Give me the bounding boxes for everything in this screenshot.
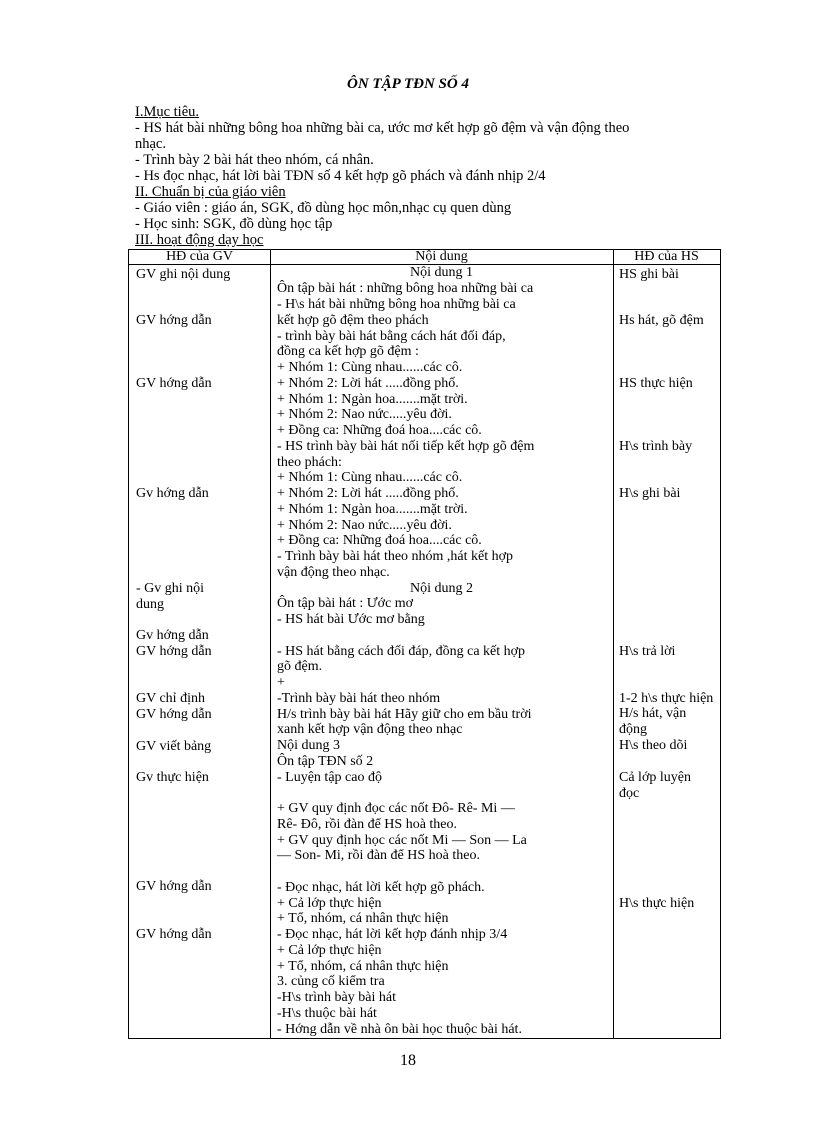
content-cell: + Nhóm 1: Ngàn hoa.......mặt trời. — [277, 392, 468, 407]
intro-text: nhạc. — [135, 136, 166, 152]
hs-activity-cell: H\s ghi bài — [619, 486, 681, 501]
intro-line — [135, 232, 775, 248]
intro-line — [135, 184, 775, 200]
content-cell: Nội dung 3 — [277, 738, 340, 753]
hs-activity-cell: H\s thực hiện — [619, 896, 695, 911]
content-cell: - Đọc nhạc, hát lời kết hợp gõ phách. — [277, 880, 485, 895]
content-cell: - trình bày bài hát bằng cách hát đối đáp, — [277, 329, 506, 344]
content-cell: + Tổ, nhóm, cá nhân thực hiện — [277, 911, 449, 926]
content-cell: + Tổ, nhóm, cá nhân thực hiện — [277, 959, 449, 974]
content-cell: + Nhóm 2: Nao nức.....yêu đời. — [277, 407, 452, 422]
content-cell: + GV quy định học các nốt Mi — Son — La — [277, 833, 527, 848]
content-cell: - Hớng dẫn về nhà ôn bài học thuộc bài hát. — [277, 1022, 522, 1037]
hs-activity-cell: HS thực hiện — [619, 376, 693, 391]
intro-line — [135, 216, 775, 232]
content-cell: + Đồng ca: Những đoá hoa....các cô. — [277, 423, 482, 438]
content-cell: Nội dung 2 — [410, 581, 473, 596]
gv-activity-cell: GV hớng dẫn — [136, 927, 212, 942]
gv-activity-cell: dung — [136, 597, 164, 612]
content-cell: + Nhóm 2: Lời hát .....đồng phố. — [277, 376, 459, 391]
gv-activity-cell: GV hớng dẫn — [136, 376, 212, 391]
gv-activity-cell: GV hớng dẫn — [136, 313, 212, 328]
gv-activity-cell: GV hớng dẫn — [136, 879, 212, 894]
gv-activity-cell: GV viết bảng — [136, 739, 212, 754]
content-cell: gõ đệm. — [277, 659, 323, 674]
gv-activity-cell: Gv hớng dẫn — [136, 628, 209, 643]
hs-activity-cell: 1-2 h\s thực hiện — [619, 691, 714, 706]
page-title: ÔN TẬP TĐN SỐ 4 — [347, 76, 469, 92]
content-cell: + — [277, 675, 285, 690]
intro-line — [135, 168, 775, 184]
content-cell: Ôn tập TĐN số 2 — [277, 754, 374, 769]
content-cell: + Nhóm 1: Cùng nhau......các cô. — [277, 470, 463, 485]
content-cell: xanh kết hợp vận động theo nhạc — [277, 722, 463, 737]
content-cell: 3. củng cố kiểm tra — [277, 974, 385, 989]
section-heading: III. hoạt động dạy học — [135, 232, 264, 248]
content-cell: Ôn tập bài hát : những bông hoa những bài ca — [277, 281, 534, 296]
lesson-table — [128, 249, 721, 1039]
header-gv: HĐ của GV — [166, 249, 233, 264]
content-cell: + Nhóm 2: Nao nức.....yêu đời. — [277, 518, 452, 533]
content-cell: - H\s hát bài những bông hoa những bài ca — [277, 297, 516, 312]
content-cell: -H\s thuộc bài hát — [277, 1006, 377, 1021]
page-number: 18 — [400, 1052, 416, 1069]
gv-activity-cell: GV chỉ định — [136, 691, 205, 706]
hs-activity-cell: HS ghi bài — [619, 267, 679, 282]
column-divider — [270, 250, 271, 1038]
content-cell: - Trình bày bài hát theo nhóm ,hát kết hợp — [277, 549, 514, 564]
content-cell: + Nhóm 1: Ngàn hoa.......mặt trời. — [277, 502, 468, 517]
gv-activity-cell: Gv thực hiện — [136, 770, 209, 785]
content-cell: + Nhóm 1: Cùng nhau......các cô. — [277, 360, 463, 375]
hs-activity-cell: động — [619, 722, 647, 737]
content-cell: + Đồng ca: Những đoá hoa....các cô. — [277, 533, 482, 548]
content-cell: - HS hát bằng cách đối đáp, đồng ca kết hợp — [277, 644, 526, 659]
intro-section — [135, 104, 775, 248]
hs-activity-cell: H/s hát, vận — [619, 706, 687, 721]
content-cell: Ôn tập bài hát : Ước mơ — [277, 596, 414, 611]
hs-activity-cell: H\s theo dõi — [619, 738, 688, 753]
intro-line — [135, 120, 775, 136]
gv-activity-cell: Gv hớng dẫn — [136, 486, 209, 501]
content-cell: + Cả lớp thực hiện — [277, 943, 382, 958]
intro-line — [135, 136, 775, 152]
gv-activity-cell: GV ghi nội dung — [136, 267, 231, 282]
content-cell: + Cả lớp thực hiện — [277, 896, 382, 911]
hs-activity-cell: H\s trình bày — [619, 439, 693, 454]
content-cell: - HS trình bày bài hát nối tiếp kết hợp gõ đệm — [277, 439, 535, 454]
content-cell: vận động theo nhạc. — [277, 565, 390, 580]
intro-text: - Học sinh: SGK, đồ dùng học tập — [135, 216, 333, 232]
intro-text: - Hs đọc nhạc, hát lời bài TĐN số 4 kết hợp gõ phách và đánh nhịp 2/4 — [135, 168, 546, 184]
column-divider — [613, 250, 614, 1038]
content-cell: theo phách: — [277, 455, 342, 470]
intro-text: - HS hát bài những bông hoa những bài ca, ước mơ kết hợp gõ đệm và vận động theo — [135, 120, 630, 136]
content-cell: H/s trình bày bài hát Hãy giữ cho em bầu trời — [277, 707, 532, 722]
gv-activity-cell: GV hớng dẫn — [136, 707, 212, 722]
content-cell: + GV quy định đọc các nốt Đô- Rê- Mi — — [277, 801, 515, 816]
intro-line — [135, 152, 775, 168]
content-cell: -H\s trình bày bài hát — [277, 990, 396, 1005]
intro-line — [135, 200, 775, 216]
content-cell: — Son- Mi, rồi đàn để HS hoà theo. — [277, 848, 480, 863]
hs-activity-cell: H\s trả lời — [619, 644, 676, 659]
header-content: Nội dung — [415, 249, 468, 264]
hs-activity-cell: đọc — [619, 786, 640, 801]
section-heading: II. Chuẩn bị của giáo viên — [135, 184, 286, 200]
gv-activity-cell: GV hớng dẫn — [136, 644, 212, 659]
section-heading: I.Mục tiêu. — [135, 104, 200, 120]
gv-activity-cell: - Gv ghi nội — [136, 581, 205, 596]
content-cell: đồng ca kết hợp gõ đệm : — [277, 344, 419, 359]
hs-activity-cell: Hs hát, gõ đệm — [619, 313, 704, 328]
content-cell: -Trình bày bài hát theo nhóm — [277, 691, 441, 706]
content-cell: Rê- Đô, rồi đàn để HS hoà theo. — [277, 817, 458, 832]
content-cell: - Luyện tập cao độ — [277, 770, 382, 785]
content-cell: Nội dung 1 — [410, 265, 473, 280]
hs-activity-cell: Cả lớp luyện — [619, 770, 691, 785]
intro-text: - Giáo viên : giáo án, SGK, đồ dùng học môn,nhạc cụ quen dùng — [135, 200, 512, 216]
content-cell: + Nhóm 2: Lời hát .....đồng phố. — [277, 486, 459, 501]
intro-text: - Trình bày 2 bài hát theo nhóm, cá nhân. — [135, 152, 374, 168]
content-cell: kết hợp gõ đệm theo phách — [277, 313, 429, 328]
header-hs: HĐ của HS — [634, 249, 699, 264]
intro-line — [135, 104, 775, 120]
content-cell: - HS hát bài Ước mơ bằng — [277, 612, 425, 627]
content-cell: - Đọc nhạc, hát lời kết hợp đánh nhịp 3/4 — [277, 927, 508, 942]
